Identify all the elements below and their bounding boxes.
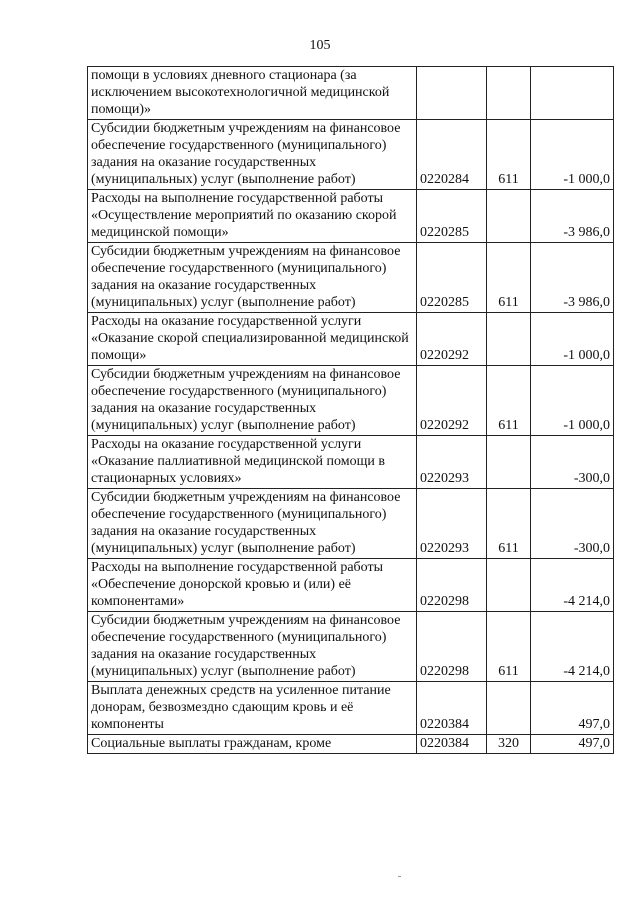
row-name: Расходы на выполнение государственной работы «Осуществление мероприятий по оказанию скорой медицинской помощи»: [88, 190, 417, 243]
row-name: помощи в условиях дневного стационара (за исключением высокотехнологичной медицинской помощи)»: [88, 67, 417, 120]
row-amount: -1 000,0: [531, 313, 614, 366]
row-code: 0220298: [417, 612, 487, 682]
row-type: [487, 559, 531, 612]
row-code: 0220284: [417, 120, 487, 190]
row-name: Выплата денежных средств на усиленное питание донорам, безвозмездно сдающим кровь и её компоненты: [88, 682, 417, 735]
row-type: [487, 313, 531, 366]
table-row: [88, 120, 614, 190]
row-code: 0220292: [417, 366, 487, 436]
row-type: 611: [487, 489, 531, 559]
row-name: Субсидии бюджетным учреждениям на финансовое обеспечение государственного (муниципального) задания на оказание государственных (муниципальных) услуг (выполнение работ): [88, 489, 417, 559]
row-amount: -300,0: [531, 489, 614, 559]
table-row: [88, 682, 614, 735]
row-code: 0220384: [417, 735, 487, 754]
row-amount: 497,0: [531, 735, 614, 754]
row-type: [487, 436, 531, 489]
row-amount: -4 214,0: [531, 559, 614, 612]
row-type: [487, 682, 531, 735]
row-amount: -3 986,0: [531, 190, 614, 243]
row-type: [487, 190, 531, 243]
row-type: 611: [487, 366, 531, 436]
table-row: [88, 559, 614, 612]
row-code: 0220298: [417, 559, 487, 612]
row-code: 0220384: [417, 682, 487, 735]
page-number: 105: [309, 38, 331, 53]
row-name: Расходы на оказание государственной услуги «Оказание скорой специализированной медицинской помощи»: [88, 313, 417, 366]
row-amount: -4 214,0: [531, 612, 614, 682]
row-code: 0220285: [417, 190, 487, 243]
table-row: [88, 366, 614, 436]
row-type: 320: [487, 735, 531, 754]
table-row: [88, 612, 614, 682]
row-amount: -3 986,0: [531, 243, 614, 313]
row-amount: 497,0: [531, 682, 614, 735]
row-type: [487, 67, 531, 120]
row-name: Расходы на оказание государственной услуги «Оказание паллиативной медицинской помощи в стационарных условиях»: [88, 436, 417, 489]
row-code: [417, 67, 487, 120]
row-type: 611: [487, 612, 531, 682]
table-row: [88, 67, 614, 120]
table-row: [88, 313, 614, 366]
row-code: 0220293: [417, 436, 487, 489]
budget-table: [87, 66, 614, 754]
scan-artifact: [398, 876, 401, 877]
row-code: 0220293: [417, 489, 487, 559]
row-amount: -300,0: [531, 436, 614, 489]
table-row: [88, 190, 614, 243]
row-name: Субсидии бюджетным учреждениям на финансовое обеспечение государственного (муниципального) задания на оказание государственных (муниципальных) услуг (выполнение работ): [88, 612, 417, 682]
row-type: 611: [487, 243, 531, 313]
row-amount: [531, 67, 614, 120]
row-name: Расходы на выполнение государственной работы «Обеспечение донорской кровью и (или) её компонентами»: [88, 559, 417, 612]
row-amount: -1 000,0: [531, 366, 614, 436]
row-name: Социальные выплаты гражданам, кроме: [88, 735, 417, 754]
row-amount: -1 000,0: [531, 120, 614, 190]
table-row: [88, 489, 614, 559]
row-name: Субсидии бюджетным учреждениям на финансовое обеспечение государственного (муниципального) задания на оказание государственных (муниципальных) услуг (выполнение работ): [88, 243, 417, 313]
table-row: [88, 735, 614, 754]
row-name: Субсидии бюджетным учреждениям на финансовое обеспечение государственного (муниципального) задания на оказание государственных (муниципальных) услуг (выполнение работ): [88, 366, 417, 436]
row-name: Субсидии бюджетным учреждениям на финансовое обеспечение государственного (муниципального) задания на оказание государственных (муниципальных) услуг (выполнение работ): [88, 120, 417, 190]
row-type: 611: [487, 120, 531, 190]
budget-table-body: [88, 67, 614, 754]
table-row: [88, 436, 614, 489]
table-row: [88, 243, 614, 313]
row-code: 0220292: [417, 313, 487, 366]
row-code: 0220285: [417, 243, 487, 313]
